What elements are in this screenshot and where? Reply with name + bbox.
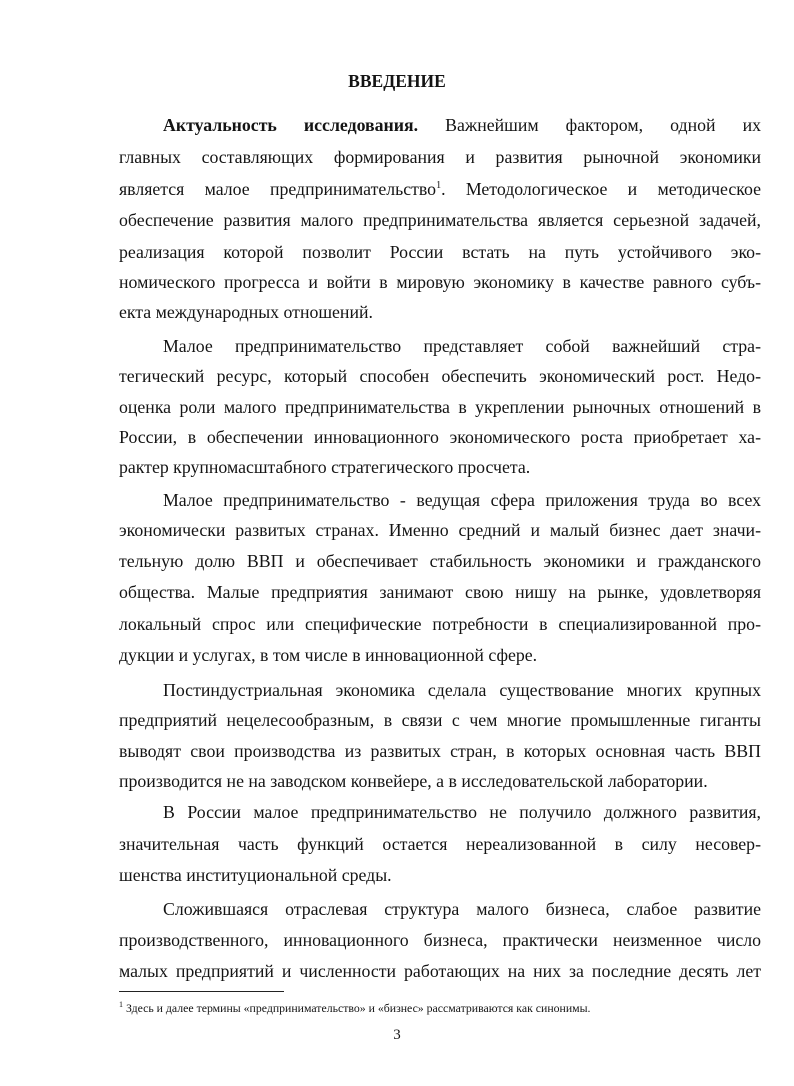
- text-line: общества. Малые предприятия занимают свою нишу на рынке, удовлетворяя: [119, 582, 761, 602]
- text-line: Сложившаяся отраслевая структура малого бизнеса, слабое развитие: [163, 899, 761, 919]
- text-line: выводят свои производства из развитых стран, в которых основная часть ВВП: [119, 741, 761, 761]
- text-line: малых предприятий и численности работающих на них за последние десять лет: [119, 961, 761, 981]
- footnote-mark: 1: [119, 1000, 123, 1010]
- text-line: главных составляющих формирования и развития рыночной экономики: [119, 147, 761, 167]
- text-line: дукции и услугах, в том числе в инновационной сфере.: [119, 645, 538, 665]
- footnote: [119, 999, 759, 1017]
- text-line: В России малое предпринимательство не получило должного развития,: [163, 802, 761, 822]
- text-line: производственного, инновационного бизнеса, практически неизменное число: [119, 930, 761, 950]
- text-line: Постиндустриальная экономика сделала существование многих крупных: [163, 680, 761, 700]
- footnote-text: Здесь и далее термины «предпринимательство» и «бизнес» рассматриваются как синонимы.: [123, 1001, 591, 1015]
- page-title: ВВЕДЕНИЕ: [348, 71, 446, 91]
- text-span: . Методологическое и методическое: [441, 179, 761, 199]
- text-line: номического прогресса и войти в мировую экономику в качестве равного субъ-: [119, 272, 761, 292]
- text-line: предприятий нецелесообразным, в связи с чем многие промышленные гиганты: [119, 710, 761, 730]
- text-line: оценка роли малого предпринимательства в укреплении рыночных отношений в: [119, 397, 761, 417]
- text-line: России, в обеспечении инновационного экономического роста приобретает ха-: [119, 427, 761, 447]
- text-line: [163, 111, 761, 139]
- text-span: является малое предпринимательство: [119, 179, 437, 199]
- text-line: локальный спрос или специфические потребности в специализированной про-: [119, 614, 761, 634]
- text-line: рактер крупномасштабного стратегического просчета.: [119, 457, 531, 477]
- text-line: значительная часть функций остается нереализованной в силу несовер-: [119, 834, 761, 854]
- text-line: реализация которой позволит России встать на путь устойчивого эко-: [119, 242, 761, 262]
- text-line: Малое предпринимательство представляет собой важнейший стра-: [163, 336, 761, 356]
- text-line: шенства институциональной среды.: [119, 865, 392, 885]
- footnote-ref: 1: [436, 180, 442, 192]
- text-line: экономически развитых странах. Именно средний и малый бизнес дает значи-: [119, 520, 761, 540]
- page-number: 3: [393, 1027, 401, 1043]
- lead-term: Актуальность исследования.: [163, 115, 419, 135]
- text-span: Важнейшим фактором, одной их: [418, 115, 761, 135]
- text-line: тегический ресурс, который способен обеспечить экономический рост. Недо-: [119, 366, 761, 386]
- text-line: [119, 175, 761, 203]
- text-line: екта международных отношений.: [119, 302, 373, 322]
- text-line: обеспечение развития малого предпринимательства является серьезной задачей,: [119, 210, 761, 230]
- text-line: Малое предпринимательство - ведущая сфера приложения труда во всех: [163, 490, 761, 510]
- text-line: тельную долю ВВП и обеспечивает стабильность экономики и гражданского: [119, 551, 761, 571]
- footnote-divider: [119, 991, 284, 992]
- text-line: производится не на заводском конвейере, а в исследовательской лаборатории.: [119, 771, 708, 791]
